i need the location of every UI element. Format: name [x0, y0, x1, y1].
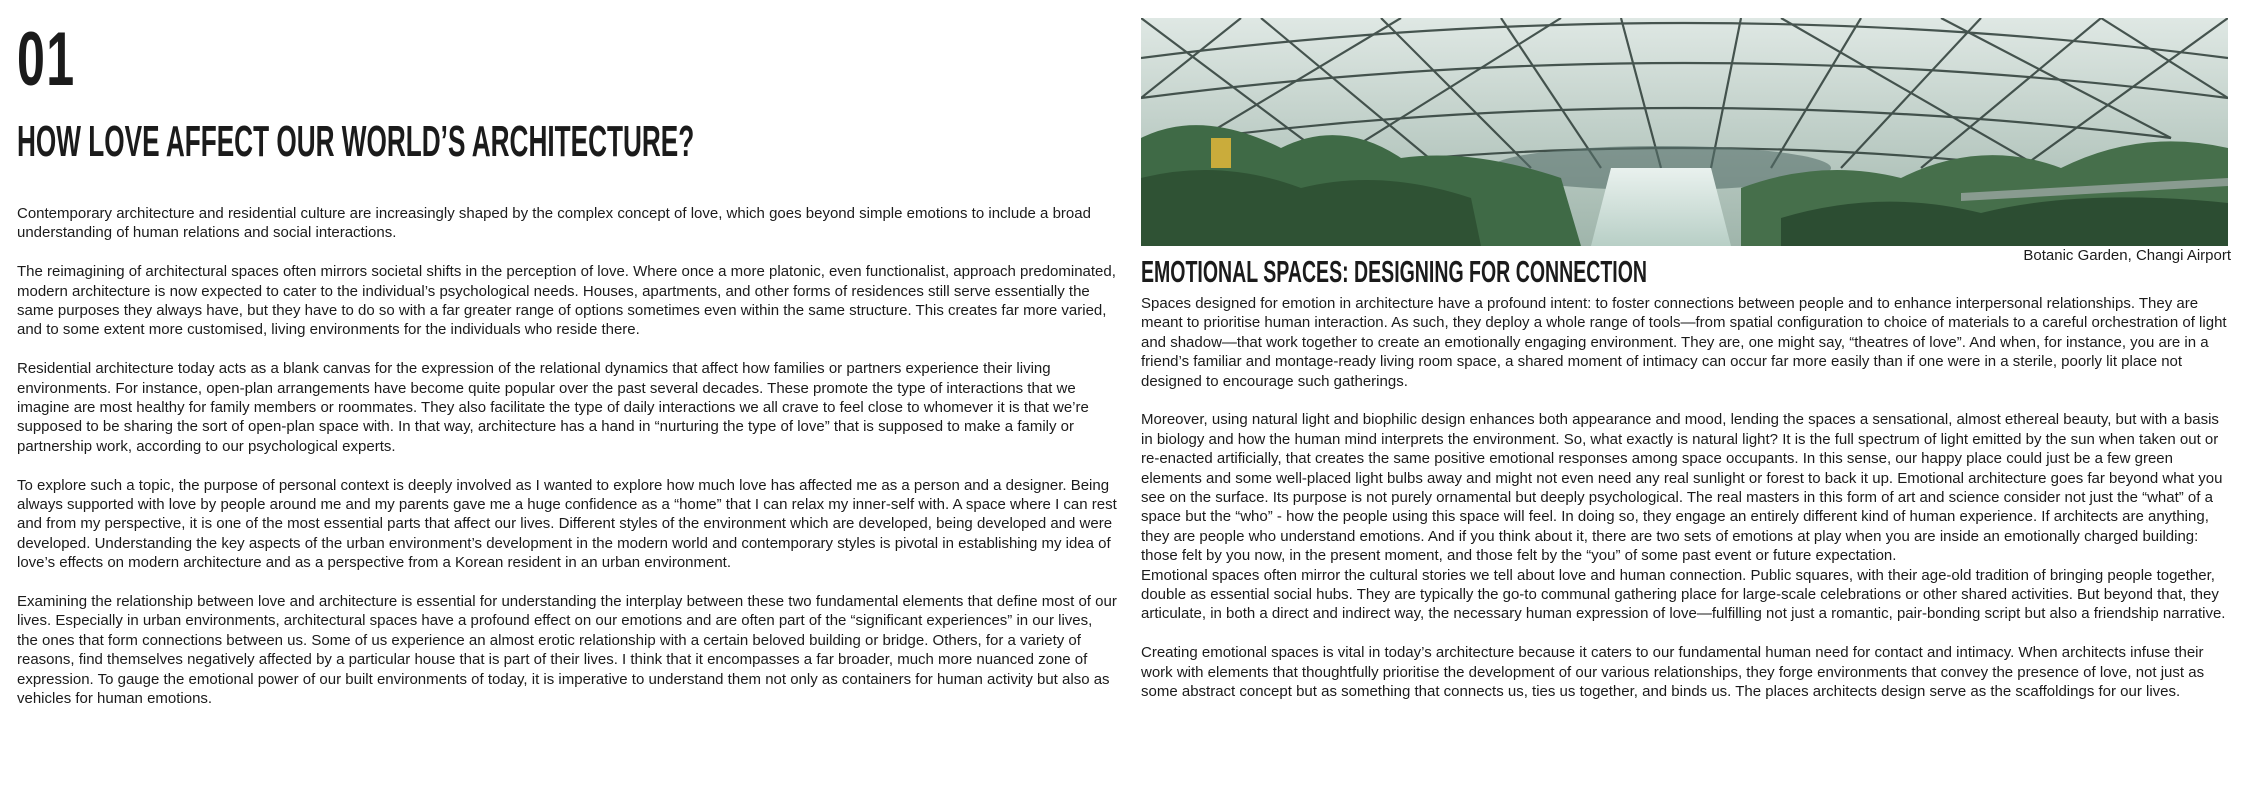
photo-illustration [1141, 18, 2228, 246]
paragraph: Residential architecture today acts as a blank canvas for the expression of the relational dynamics that affect how families or partners experience their living environments. For instance, open-plan arrangements have become quite popular over the past several decades. These promote the type of interactions that we imagine are most healthy for family members or roommates. They also facilitate the type of daily interactions we all crave to feel close to whomever it is that we’re supposed to be sharing the sort of open-plan space with. In that way, architecture has a hand in “nurturing the type of love” that is supposed to make a family or partnership work, according to our psychological experts. [17, 360, 1089, 455]
right-column [1141, 18, 2231, 701]
paragraph: Creating emotional spaces is vital in today’s architecture because it caters to our fundamental human need for contact and intimacy. When architects infuse their work with elements that thoughtfully prioritise the development of our various relationships, they forge environments that convey the presence of love, not just as some abstract concept but as something that connects us, ties us together, and binds us. The places architects design serve as the scaffoldings for our lives. [1141, 644, 2205, 701]
paragraph: To explore such a topic, the purpose of personal context is deeply involved as I wanted to explore how much love has affected me as a person and a designer. Being always supported with love by people around me and my parents gave me a huge confidence as a “home” that I can relax my inner-self with. A space where I can rest and from my perspective, it is one of the most essential parts that affect our lives. Different styles of the environment which are developed, being developed and were developed. Understanding the key aspects of the urban environment’s development in the modern world and contemporary styles is pivotal in establishing my idea of love’s effects on modern architecture and as a perspective from a Korean resident in an urban environment. [17, 476, 1117, 572]
botanic-garden-photo [1141, 18, 2228, 246]
paragraph: Moreover, using natural light and biophilic design enhances both appearance and mood, lending the spaces a sensational, almost ethereal beauty, but with a basis in biology and how the human mind interprets the environment. So, what exactly is natural light? It is the full spectrum of light emitted by the sun when taken out or re-enacted artificially, that creates the same positive emotional responses among space occupants. In this sense, our happy place could just be a few green elements and some well-placed light bulbs away and might not even need any real sunlight or forest to back it up. Emotional architecture goes far beyond what you see on the surface. Its purpose is not purely ornamental but deeply psychological. The real masters in this form of art and science consider not just the “what” of a space but the “who” - how the people using this space will feel. In doing so, they engage an entirely different kind of human experience. If architects are anything, they are people who understand emotions. And if you think about it, there are two sets of emotions at play when you are inside an emotionally charged building: those felt by you now, in the present moment, and those felt by the “you” of some past event or future expectation. [1141, 411, 2223, 565]
left-body [17, 204, 1117, 728]
paragraph: Examining the relationship between love and architecture is essential for understanding the interplay between these two fundamental elements that define most of our lives. Especially in urban environments, architectural spaces have a profound effect on our emotions and are often part of the “significant experiences” in our lives, the ones that form connections between us. Some of us experience an almost erotic relationship with a certain beloved building or bridge. Others, for a variety of reasons, find themselves negatively affected by a particular house that is part of their lives. I think that it encompasses a far broader, much more nuanced zone of expression. To gauge the emotional power of our built environments of today, it is imperative to understand them not only as containers for human activity but also as vehicles for human emotions. [17, 593, 1117, 708]
paragraph: The reimagining of architectural spaces often mirrors societal shifts in the perception of love. Where once a more platonic, even functionalist, approach predominated, modern architecture is now expected to cater to the individual’s psychological needs. Houses, apartments, and other forms of residences still serve essentially the same purposes they always have, but they have to do so with a far greater range of options sometimes even within the same structure. This creates far more varied, and to some extent more customised, living environments for the individuals who reside there. [17, 263, 1116, 339]
page-title: HOW LOVE AFFECT OUR WORLD’S ARCHITECTURE? [17, 117, 695, 166]
left-column [17, 17, 1117, 708]
photo-caption: Botanic Garden, Changi Airport [2023, 247, 2231, 264]
paragraph: Contemporary architecture and residential culture are increasingly shaped by the complex concept of love, which goes beyond simple emotions to include a broad understanding of human relations and social interactions. [17, 205, 1091, 242]
right-body [1141, 294, 2231, 721]
paragraph: Spaces designed for emotion in architecture have a profound intent: to foster connections between people and to enhance interpersonal relationships. They are meant to prioritise human interaction. As such, they deploy a whole range of tools—from spatial configuration to choice of materials to a careful orchestration of light and shadow—that work together to create an emotionally engaging environment. They are, one might say, “theatres of love”. And when, for instance, you are in a friend’s familiar and montage-ready living room space, a shared moment of intimacy can occur far more easily than if one were in a sterile, poorly lit place not designed to encourage such gatherings. [1141, 295, 2227, 390]
paragraph: Emotional spaces often mirror the cultural stories we tell about love and human connection. Public squares, with their age-old tradition of bringing people together, double as essential social hubs. They are typically the go-to communal gathering place for large-scale celebrations or other shared activities. But beyond that, they articulate, in both a direct and indirect way, the necessary human expression of love—fulfilling not just a romantic, pair-bonding script but also a friendship narrative. [1141, 566, 2226, 623]
section-subtitle: EMOTIONAL SPACES: DESIGNING FOR CONNECTION [1141, 254, 1647, 289]
section-number: 01 [17, 17, 76, 102]
